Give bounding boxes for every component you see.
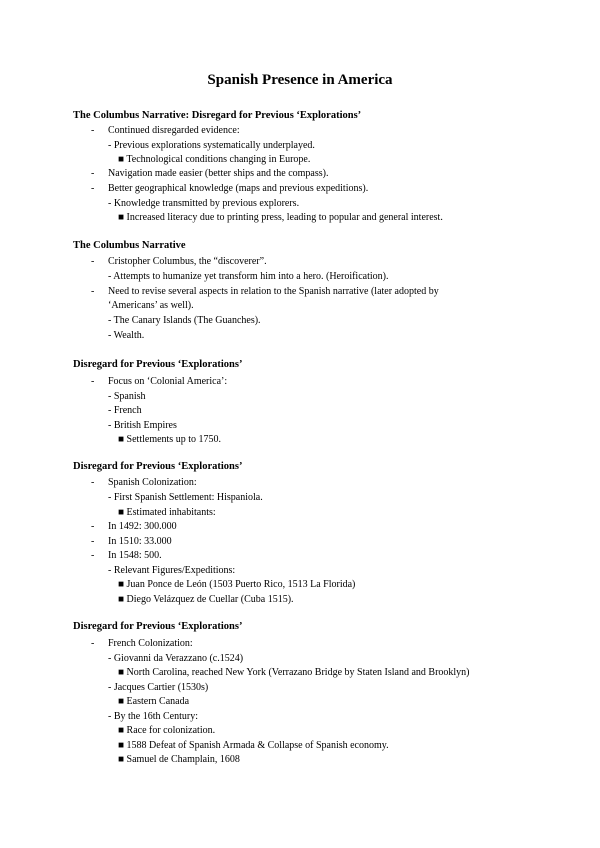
list-item: ‘Americans’ as well). [108, 300, 194, 311]
list-item: Focus on ‘Colonial America’: [108, 376, 228, 387]
list-item: - Attempts to humanize yet transform him into a hero. (Heroification). [108, 271, 389, 282]
list-item: - Previous explorations systematically underplayed. [108, 140, 315, 151]
list-item: - Relevant Figures/Expeditions: [108, 565, 236, 576]
list-item: - First Spanish Settlement: Hispaniola. [108, 492, 263, 503]
list-item: ■ Technological conditions changing in Europe. [118, 154, 311, 165]
list-item: ■ Diego Velázquez de Cuellar (Cuba 1515). [118, 594, 294, 605]
bullet-dash: - [91, 536, 95, 547]
list-item: ■ Eastern Canada [118, 696, 190, 707]
list-item: - By the 16th Century: [108, 711, 198, 722]
section-heading: The Columbus Narrative [73, 240, 186, 251]
bullet-dash: - [91, 256, 95, 267]
bullet-dash: - [91, 183, 95, 194]
list-item: - The Canary Islands (The Guanches). [108, 315, 261, 326]
bullet-dash: - [91, 521, 95, 532]
section-heading: Disregard for Previous ‘Explorations’ [73, 461, 243, 472]
list-item: Spanish Colonization: [108, 477, 197, 488]
list-item: - British Empires [108, 420, 177, 431]
list-item: - Jacques Cartier (1530s) [108, 682, 209, 693]
list-item: French Colonization: [108, 638, 193, 649]
list-item: Continued disregarded evidence: [108, 125, 240, 136]
bullet-dash: - [91, 638, 95, 649]
list-item: ■ 1588 Defeat of Spanish Armada & Collapse of Spanish economy. [118, 740, 389, 751]
bullet-dash: - [91, 550, 95, 561]
list-item: ■ Race for colonization. [118, 725, 216, 736]
list-item: In 1548: 500. [108, 550, 162, 561]
list-item: - French [108, 405, 142, 416]
bullet-dash: - [91, 477, 95, 488]
list-item: In 1510: 33.000 [108, 536, 172, 547]
list-item: ■ Settlements up to 1750. [118, 434, 221, 445]
page-title: Spanish Presence in America [207, 72, 393, 88]
list-item: - Wealth. [108, 330, 145, 341]
list-item: Need to revise several aspects in relation to the Spanish narrative (later adopted by [108, 286, 439, 297]
bullet-dash: - [91, 376, 95, 387]
bullet-dash: - [91, 168, 95, 179]
list-item: In 1492: 300.000 [108, 521, 177, 532]
list-item: Cristopher Columbus, the “discoverer”. [108, 256, 267, 267]
list-item: Better geographical knowledge (maps and previous expeditions). [108, 183, 369, 194]
list-item: ■ Juan Ponce de León (1503 Puerto Rico, 1513 La Florida) [118, 579, 356, 590]
section-heading: The Columbus Narrative: Disregard for Previous ‘Explorations’ [73, 110, 362, 121]
list-item: ■ North Carolina, reached New York (Verrazano Bridge by Staten Island and Brooklyn) [118, 667, 470, 678]
list-item: ■ Samuel de Champlain, 1608 [118, 754, 240, 765]
list-item: ■ Increased literacy due to printing press, leading to popular and general interest. [118, 212, 443, 223]
bullet-dash: - [91, 125, 95, 136]
list-item: - Knowledge transmitted by previous explorers. [108, 198, 300, 209]
list-item: - Giovanni da Verazzano (c.1524) [108, 653, 244, 664]
list-item: ■ Estimated inhabitants: [118, 507, 216, 518]
section-heading: Disregard for Previous ‘Explorations’ [73, 621, 243, 632]
section-heading: Disregard for Previous ‘Explorations’ [73, 359, 243, 370]
list-item: Navigation made easier (better ships and the compass). [108, 168, 329, 179]
list-item: - Spanish [108, 391, 146, 402]
bullet-dash: - [91, 286, 95, 297]
